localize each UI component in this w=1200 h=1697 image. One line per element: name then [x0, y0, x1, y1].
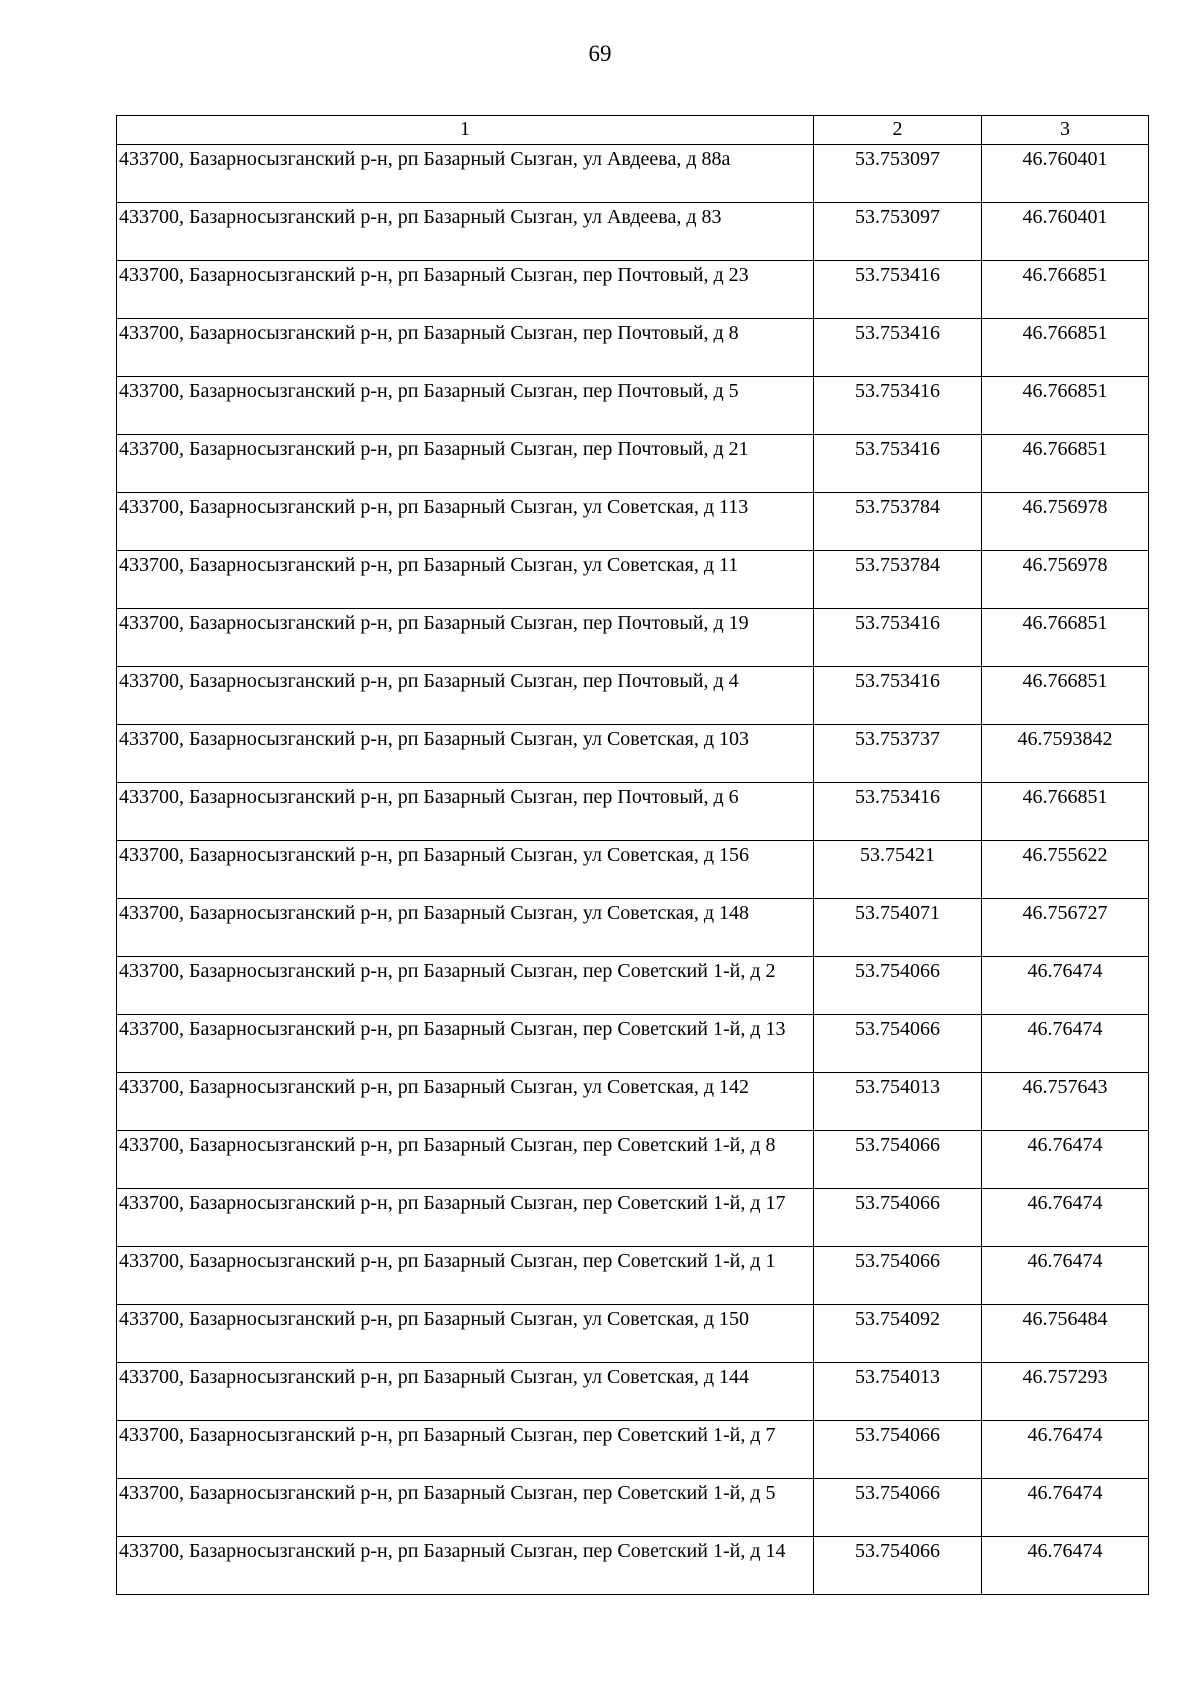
latitude-cell: 53.754071	[814, 899, 982, 957]
longitude-cell: 46.756978	[982, 493, 1149, 551]
longitude-cell: 46.756978	[982, 551, 1149, 609]
latitude-cell: 53.754066	[814, 957, 982, 1015]
latitude-cell: 53.753416	[814, 783, 982, 841]
longitude-cell: 46.7593842	[982, 725, 1149, 783]
table-row	[117, 319, 1149, 377]
latitude-cell: 53.754066	[814, 1247, 982, 1305]
address-cell: 433700, Базарносызганский р-н, рп Базарный Сызган, ул Советская, д 142	[117, 1073, 814, 1131]
longitude-cell: 46.766851	[982, 319, 1149, 377]
table-header	[117, 116, 1149, 145]
address-cell: 433700, Базарносызганский р-н, рп Базарный Сызган, ул Авдеева, д 88а	[117, 145, 814, 203]
longitude-cell: 46.76474	[982, 1015, 1149, 1073]
address-cell: 433700, Базарносызганский р-н, рп Базарный Сызган, пер Почтовый, д 4	[117, 667, 814, 725]
longitude-cell: 46.766851	[982, 783, 1149, 841]
address-cell: 433700, Базарносызганский р-н, рп Базарный Сызган, пер Почтовый, д 6	[117, 783, 814, 841]
table-row	[117, 1247, 1149, 1305]
table-row	[117, 957, 1149, 1015]
longitude-cell: 46.755622	[982, 841, 1149, 899]
address-cell: 433700, Базарносызганский р-н, рп Базарный Сызган, ул Советская, д 11	[117, 551, 814, 609]
table-row	[117, 1305, 1149, 1363]
latitude-cell: 53.753097	[814, 145, 982, 203]
table-row	[117, 435, 1149, 493]
address-cell: 433700, Базарносызганский р-н, рп Базарный Сызган, ул Советская, д 144	[117, 1363, 814, 1421]
latitude-cell: 53.753416	[814, 609, 982, 667]
address-cell: 433700, Базарносызганский р-н, рп Базарный Сызган, пер Советский 1-й, д 7	[117, 1421, 814, 1479]
table-row	[117, 899, 1149, 957]
longitude-cell: 46.757293	[982, 1363, 1149, 1421]
address-cell: 433700, Базарносызганский р-н, рп Базарный Сызган, пер Почтовый, д 21	[117, 435, 814, 493]
address-cell: 433700, Базарносызганский р-н, рп Базарный Сызган, пер Советский 1-й, д 8	[117, 1131, 814, 1189]
header-row	[117, 116, 1149, 145]
longitude-cell: 46.766851	[982, 435, 1149, 493]
longitude-cell: 46.76474	[982, 1247, 1149, 1305]
address-cell: 433700, Базарносызганский р-н, рп Базарный Сызган, пер Почтовый, д 8	[117, 319, 814, 377]
latitude-cell: 53.754066	[814, 1479, 982, 1537]
table-row	[117, 261, 1149, 319]
address-cell: 433700, Базарносызганский р-н, рп Базарный Сызган, пер Советский 1-й, д 5	[117, 1479, 814, 1537]
table-row	[117, 377, 1149, 435]
latitude-cell: 53.753416	[814, 435, 982, 493]
latitude-cell: 53.753416	[814, 319, 982, 377]
table-row	[117, 841, 1149, 899]
latitude-cell: 53.754013	[814, 1363, 982, 1421]
address-cell: 433700, Базарносызганский р-н, рп Базарный Сызган, пер Почтовый, д 5	[117, 377, 814, 435]
longitude-cell: 46.766851	[982, 261, 1149, 319]
table-row	[117, 1363, 1149, 1421]
longitude-cell: 46.76474	[982, 1537, 1149, 1595]
latitude-cell: 53.754066	[814, 1537, 982, 1595]
column-header-3: 3	[982, 116, 1149, 145]
longitude-cell: 46.766851	[982, 377, 1149, 435]
latitude-cell: 53.754066	[814, 1189, 982, 1247]
column-header-1: 1	[117, 116, 814, 145]
table-row	[117, 1479, 1149, 1537]
address-cell: 433700, Базарносызганский р-н, рп Базарный Сызган, пер Советский 1-й, д 13	[117, 1015, 814, 1073]
address-cell: 433700, Базарносызганский р-н, рп Базарный Сызган, пер Советский 1-й, д 14	[117, 1537, 814, 1595]
table-row	[117, 725, 1149, 783]
table-row	[117, 493, 1149, 551]
address-cell: 433700, Базарносызганский р-н, рп Базарный Сызган, ул Советская, д 156	[117, 841, 814, 899]
table-row	[117, 1073, 1149, 1131]
address-cell: 433700, Базарносызганский р-н, рп Базарный Сызган, пер Советский 1-й, д 2	[117, 957, 814, 1015]
address-cell: 433700, Базарносызганский р-н, рп Базарный Сызган, ул Советская, д 150	[117, 1305, 814, 1363]
table-row	[117, 1131, 1149, 1189]
longitude-cell: 46.756727	[982, 899, 1149, 957]
table-row	[117, 783, 1149, 841]
address-cell: 433700, Базарносызганский р-н, рп Базарный Сызган, пер Советский 1-й, д 1	[117, 1247, 814, 1305]
longitude-cell: 46.76474	[982, 957, 1149, 1015]
longitude-cell: 46.766851	[982, 667, 1149, 725]
table-body	[117, 145, 1149, 1595]
table-row	[117, 551, 1149, 609]
page-number: 69	[588, 41, 612, 66]
latitude-cell: 53.753737	[814, 725, 982, 783]
longitude-cell: 46.760401	[982, 203, 1149, 261]
table-row	[117, 1015, 1149, 1073]
column-header-2: 2	[814, 116, 982, 145]
address-cell: 433700, Базарносызганский р-н, рп Базарный Сызган, ул Советская, д 148	[117, 899, 814, 957]
address-cell: 433700, Базарносызганский р-н, рп Базарный Сызган, ул Авдеева, д 83	[117, 203, 814, 261]
latitude-cell: 53.753416	[814, 377, 982, 435]
address-cell: 433700, Базарносызганский р-н, рп Базарный Сызган, ул Советская, д 103	[117, 725, 814, 783]
latitude-cell: 53.754066	[814, 1421, 982, 1479]
table-row	[117, 1421, 1149, 1479]
latitude-cell: 53.753416	[814, 667, 982, 725]
latitude-cell: 53.753097	[814, 203, 982, 261]
latitude-cell: 53.754066	[814, 1015, 982, 1073]
latitude-cell: 53.75421	[814, 841, 982, 899]
longitude-cell: 46.760401	[982, 145, 1149, 203]
latitude-cell: 53.754092	[814, 1305, 982, 1363]
latitude-cell: 53.753784	[814, 551, 982, 609]
table-row	[117, 667, 1149, 725]
table-row	[117, 1537, 1149, 1595]
latitude-cell: 53.753784	[814, 493, 982, 551]
longitude-cell: 46.76474	[982, 1421, 1149, 1479]
address-cell: 433700, Базарносызганский р-н, рп Базарный Сызган, пер Почтовый, д 23	[117, 261, 814, 319]
address-cell: 433700, Базарносызганский р-н, рп Базарный Сызган, ул Советская, д 113	[117, 493, 814, 551]
longitude-cell: 46.76474	[982, 1131, 1149, 1189]
latitude-cell: 53.753416	[814, 261, 982, 319]
longitude-cell: 46.757643	[982, 1073, 1149, 1131]
table-row	[117, 1189, 1149, 1247]
table-row	[117, 609, 1149, 667]
table-row	[117, 203, 1149, 261]
longitude-cell: 46.76474	[982, 1479, 1149, 1537]
longitude-cell: 46.766851	[982, 609, 1149, 667]
latitude-cell: 53.754013	[814, 1073, 982, 1131]
longitude-cell: 46.756484	[982, 1305, 1149, 1363]
longitude-cell: 46.76474	[982, 1189, 1149, 1247]
latitude-cell: 53.754066	[814, 1131, 982, 1189]
address-cell: 433700, Базарносызганский р-н, рп Базарный Сызган, пер Советский 1-й, д 17	[117, 1189, 814, 1247]
address-cell: 433700, Базарносызганский р-н, рп Базарный Сызган, пер Почтовый, д 19	[117, 609, 814, 667]
address-coordinates-table	[116, 115, 1149, 1595]
table-row	[117, 145, 1149, 203]
